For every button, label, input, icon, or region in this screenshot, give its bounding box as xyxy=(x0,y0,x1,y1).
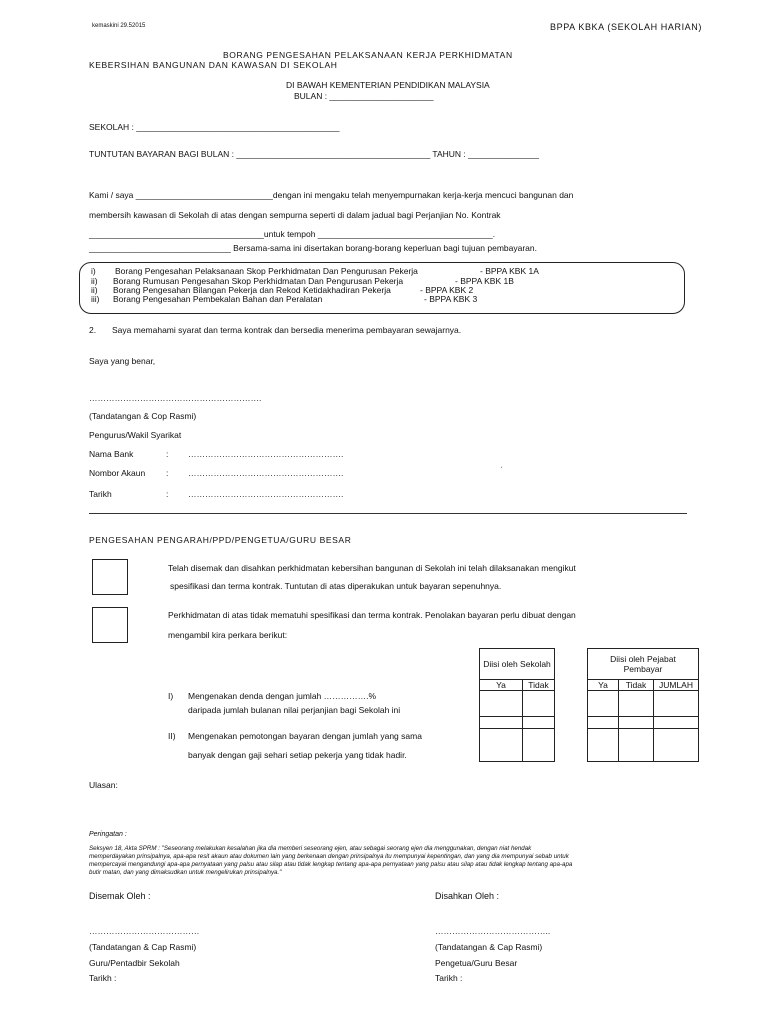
payer-ya-cell-2[interactable] xyxy=(588,729,619,762)
col-jumlah: JUMLAH xyxy=(654,680,699,691)
declaration-line-3[interactable]: _____________________________________untuk tempoh _____________________________________. xyxy=(89,229,496,239)
payer-table-title xyxy=(588,649,699,680)
payer-title-line-2: Pembayar xyxy=(623,664,663,674)
sub-item-2-num: II) xyxy=(168,731,176,741)
month-field[interactable]: BULAN : ______________________ xyxy=(294,91,434,101)
attachment-code: - BPPA KBK 1B xyxy=(455,276,514,286)
account-field[interactable]: ………………………………………………. xyxy=(188,468,344,478)
payer-tidak-cell-2[interactable] xyxy=(619,729,654,762)
title-line-3: DI BAWAH KEMENTERIAN PENDIDIKAN MALAYSIA xyxy=(286,80,490,90)
payer-tidak-cell-1[interactable] xyxy=(619,691,654,717)
school-tidak-cell-1[interactable] xyxy=(523,691,555,717)
form-code: BPPA KBKA (SEKOLAH HARIAN) xyxy=(550,22,702,32)
warning-line-2: memperdayakan prinsipalnya, apa-apa resit akaun atau dokumen lain yang berkenaan dengan prinsipalnya itu mempunyai kepentingan, dan yang dia mempunyai sebab untuk xyxy=(89,853,569,860)
stray-mark: ˊ xyxy=(500,465,503,475)
greeting: Saya yang benar, xyxy=(89,356,156,366)
warning-line-4: butir matan, dan yang dimaksudkan untuk mengelirukan prinsipalnya." xyxy=(89,869,282,876)
approved-by-heading: Disahkan Oleh : xyxy=(435,891,500,901)
school-table xyxy=(479,648,555,762)
option-1-line-2: spesifikasi dan terma kontrak. Tuntutan di atas diperakukan untuk bayaran sepenuhnya. xyxy=(170,581,502,591)
checked-by-signature[interactable]: ………………………………… xyxy=(89,926,200,936)
checked-by-role: Guru/Pentadbir Sekolah xyxy=(89,958,180,968)
payer-jumlah-cell-1[interactable] xyxy=(654,691,699,717)
sub-item-1-num: I) xyxy=(168,691,174,701)
school-ya-cell-spacer xyxy=(480,717,523,729)
payer-jumlah-cell-spacer xyxy=(654,717,699,729)
checked-by-label: (Tandatangan & Cap Rasmi) xyxy=(89,942,197,952)
payer-ya-cell-1[interactable] xyxy=(588,691,619,717)
school-ya-cell-2[interactable] xyxy=(480,729,523,762)
col-tidak: Tidak xyxy=(619,680,654,691)
attachment-text: Borang Pengesahan Pelaksanaan Skop Perkhidmatan Dan Pengurusan Pekerja xyxy=(115,266,418,276)
payer-jumlah-cell-2[interactable] xyxy=(654,729,699,762)
col-ya: Ya xyxy=(588,680,619,691)
declaration-line-2: membersih kawasan di Sekolah di atas dengan sempurna seperti di dalam jadual bagi Perjanjian No. Kontrak xyxy=(89,210,501,220)
attachment-num: ii) xyxy=(91,276,98,286)
verification-heading: PENGESAHAN PENGARAH/PPD/PENGETUA/GURU BESAR xyxy=(89,535,352,545)
attachment-text: Borang Rumusan Pengesahan Skop Perkhidmatan Dan Pengurusan Pekerja xyxy=(113,276,404,286)
colon: : xyxy=(166,468,169,478)
sub-item-1-line-2: daripada jumlah bulanan nilai perjanjian bagi Sekolah ini xyxy=(188,705,401,715)
declaration-line-1[interactable]: Kami / saya _____________________________dengan ini mengaku telah menyempurnakan kerja-kerja mencuci bangunan dan xyxy=(89,190,574,200)
section-divider xyxy=(89,513,687,514)
signatory-role: Pengurus/Wakil Syarikat xyxy=(89,430,182,440)
sub-item-2-line-2: banyak dengan gaji sehari setiap pekerja yang tidak hadir. xyxy=(188,750,407,760)
date-label: Tarikh xyxy=(89,489,112,499)
reject-checkbox[interactable] xyxy=(92,607,128,643)
claim-month-field[interactable]: TUNTUTAN BAYARAN BAGI BULAN : _________________________________________ TAHUN : _______________ xyxy=(89,149,540,159)
school-field[interactable]: SEKOLAH : ___________________________________________ xyxy=(89,122,340,132)
signature-line[interactable]: ……………………………………………………. xyxy=(89,393,262,403)
option-2-line-1: Perkhidmatan di atas tidak mematuhi spesifikasi dan terma kontrak. Penolakan bayaran perlu dibuat dengan xyxy=(168,610,576,620)
bank-label: Nama Bank xyxy=(89,449,134,459)
attachment-code: - BPPA KBK 1A xyxy=(480,266,539,276)
warning-line-3: mempercayai mengandungi apa-apa pernyataan yang palsu atau silap atau tidak lengkap tentang apa-apa pernyataan yang palsu atau silap atau tidak lengkap tentang apa-apa xyxy=(89,861,573,868)
attachment-text: Borang Pengesahan Bilangan Pekerja dan Rekod Ketidakhadiran Pekerja xyxy=(113,285,391,295)
approve-checkbox[interactable] xyxy=(92,559,128,595)
approved-by-label: (Tandatangan & Cap Rasmi) xyxy=(435,942,543,952)
revision-note: kemaskini 29.52015 xyxy=(92,23,146,29)
attachment-num: iii) xyxy=(91,294,100,304)
payer-tidak-cell-spacer xyxy=(619,717,654,729)
school-tidak-cell-2[interactable] xyxy=(523,729,555,762)
approved-by-role: Pengetua/Guru Besar xyxy=(435,958,518,968)
col-tidak: Tidak xyxy=(523,680,555,691)
school-ya-cell-1[interactable] xyxy=(480,691,523,717)
colon: : xyxy=(166,489,169,499)
checked-by-date[interactable]: Tarikh : xyxy=(89,973,117,983)
remarks-label: Ulasan: xyxy=(89,780,118,790)
school-tidak-cell-spacer xyxy=(523,717,555,729)
payer-ya-cell-spacer xyxy=(588,717,619,729)
account-label: Nombor Akaun xyxy=(89,468,146,478)
title-line-1: BORANG PENGESAHAN PELAKSANAAN KERJA PERKHIDMATAN xyxy=(223,50,513,60)
attachment-text: Borang Pengesahan Pembekalan Bahan dan Peralatan xyxy=(113,294,323,304)
warning-line-1: Seksyen 18, Akta SPRM : "Seseorang melakukan kesalahan jika dia memberi seseorang ejen, atau sebagai seorang ejen dia menggunakan, dengan niat hendak xyxy=(89,845,532,852)
item-2-num: 2. xyxy=(89,325,97,335)
bank-field[interactable]: ………………………………………………. xyxy=(188,449,344,459)
attachment-code: - BPPA KBK 3 xyxy=(424,294,478,304)
school-table-title: Diisi oleh Sekolah xyxy=(480,649,555,680)
title-line-2: KEBERSIHAN BANGUNAN DAN KAWASAN DI SEKOLAH xyxy=(89,60,338,70)
warning-label: Peringatan : xyxy=(89,831,127,838)
declaration-line-4[interactable]: ______________________________ Bersama-sama ini disertakan borang-borang keperluan bagi tujuan pembayaran. xyxy=(89,243,538,253)
approved-by-signature[interactable]: ………………………………….. xyxy=(435,926,551,936)
checked-by-heading: Disemak Oleh : xyxy=(89,891,151,901)
payer-table xyxy=(587,648,699,762)
date-field[interactable]: ………………………………………………. xyxy=(188,489,344,499)
option-1-line-1: Telah disemak dan disahkan perkhidmatan kebersihan bangunan di Sekolah ini telah dilaksanakan mengikut xyxy=(168,563,576,573)
colon: : xyxy=(166,449,169,459)
sub-item-2-line-1: Mengenakan pemotongan bayaran dengan jumlah yang sama xyxy=(188,731,422,741)
option-2-line-2: mengambil kira perkara berikut: xyxy=(168,630,288,640)
signature-label: (Tandatangan & Cop Rasmi) xyxy=(89,411,197,421)
attachment-code: - BPPA KBK 2 xyxy=(420,285,474,295)
item-2-text: Saya memahami syarat dan terma kontrak dan bersedia menerima pembayaran sewajarnya. xyxy=(112,325,462,335)
col-ya: Ya xyxy=(480,680,523,691)
approved-by-date[interactable]: Tarikh : xyxy=(435,973,463,983)
attachment-num: i) xyxy=(91,266,96,276)
penalty-percent-field[interactable]: Mengenakan denda dengan jumlah …………….% xyxy=(188,691,377,701)
payer-title-line-1: Diisi oleh Pejabat xyxy=(610,654,676,664)
attachment-num: ii) xyxy=(91,285,98,295)
